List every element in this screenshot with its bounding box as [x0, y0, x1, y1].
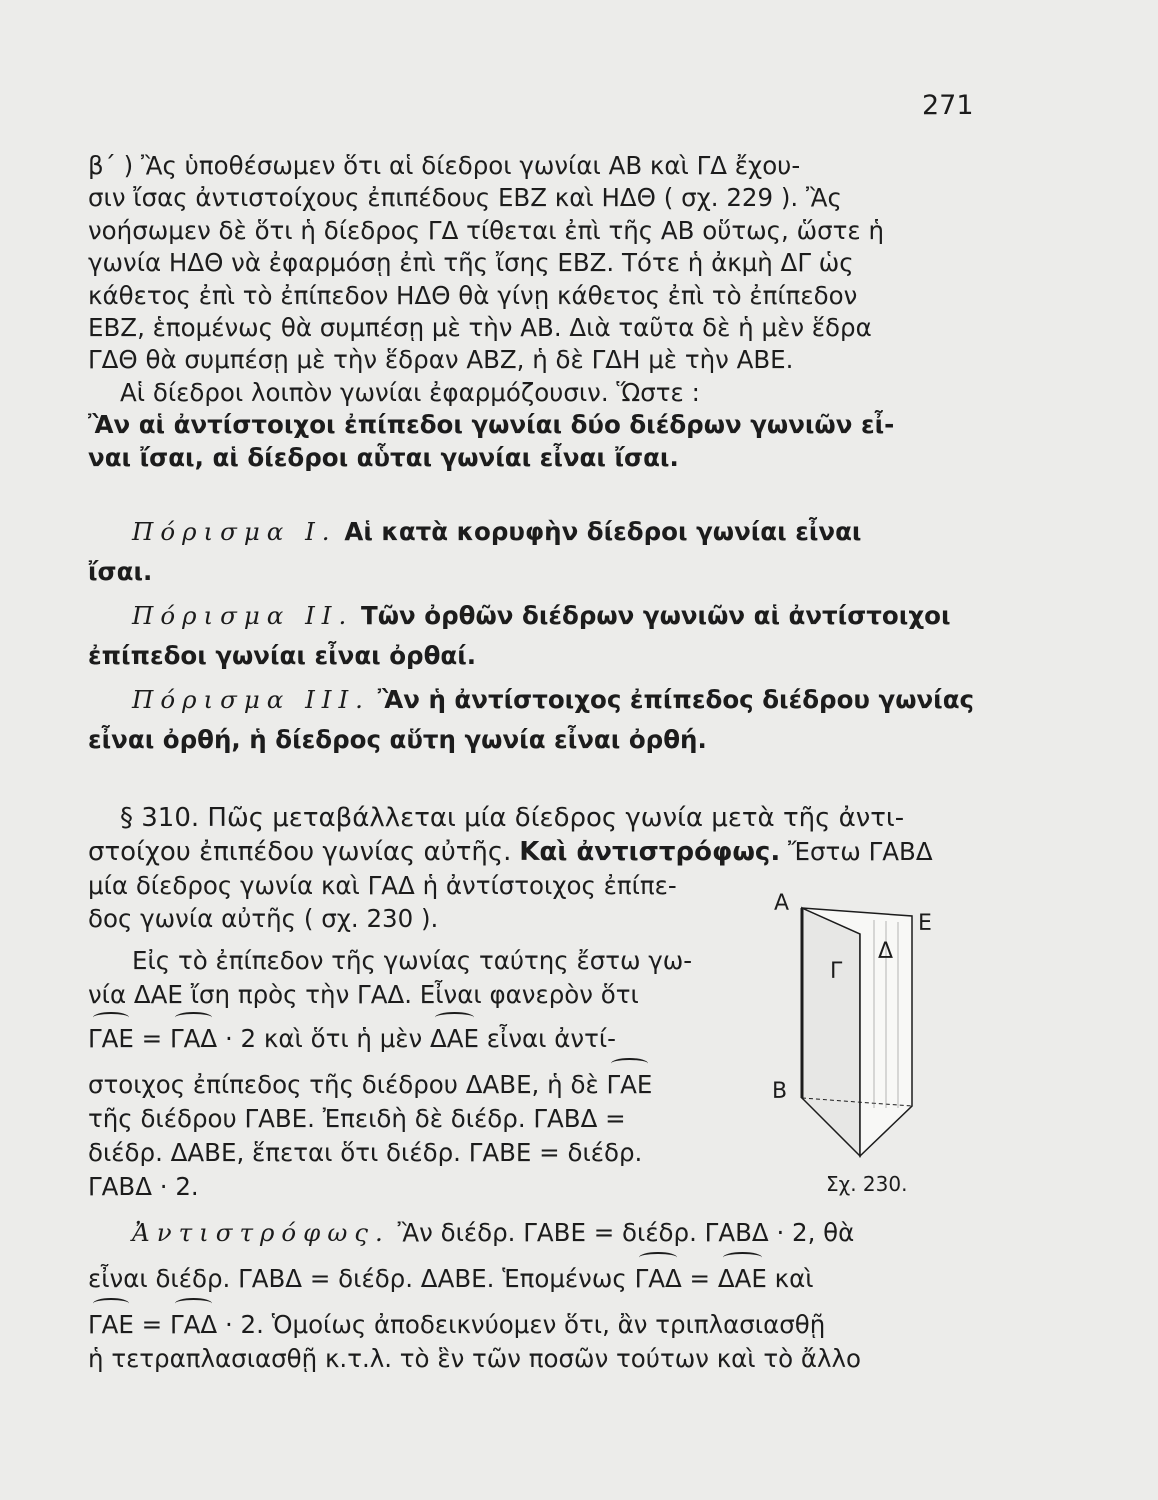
- paragraph-construction: [88, 944, 748, 1204]
- paragraph-proof: [88, 150, 974, 474]
- text-fragment: =: [133, 1310, 170, 1339]
- corollary-text: Ἂν ἡ ἀντίστοιχος ἐπίπεδος διέδρου γωνίας: [377, 685, 975, 714]
- corollary-label: Πόρισμα Ι.: [132, 517, 337, 546]
- theorem-line: Ἂν αἱ ἀντίστοιχοι ἐπίπεδοι γωνίαι δύο διέδρων γωνιῶν εἶ-: [88, 410, 895, 440]
- paragraph-converse: [88, 1216, 974, 1376]
- angle-symbol: ΓΑΔ: [635, 1262, 682, 1296]
- angle-symbol: ΓΑΔ: [170, 1308, 217, 1342]
- corollary-text: ἴσαι.: [88, 557, 153, 586]
- text-line: ΓΑΒΔ · 2.: [88, 1172, 199, 1201]
- text-line: Αἱ δίεδροι λοιπὸν γωνίαι ἐφαρμόζουσιν. Ὥστε :: [120, 377, 700, 407]
- figure-label-e: Ε: [918, 911, 932, 936]
- text-line: νοήσωμεν δὲ ὅτι ἡ δίεδρος ΓΔ τίθεται ἐπὶ τῆς ΑΒ οὕτως, ὥστε ἡ: [88, 215, 884, 245]
- section-heading: στοίχου ἐπιπέδου γωνίας αὐτῆς.: [88, 837, 512, 867]
- text-fragment: καὶ: [766, 1264, 814, 1293]
- figure-label-a: Α: [774, 891, 790, 916]
- corollary-text: Αἱ κατὰ κορυφὴν δίεδροι γωνίαι εἶναι: [344, 517, 862, 546]
- text-fragment: · 2. Ὁμοίως ἀποδεικνύομεν ὅτι, ἂν τριπλασιασθῇ: [217, 1310, 826, 1339]
- corollary-label: Πόρισμα ΙΙΙ.: [132, 685, 370, 714]
- section-heading: § 310. Πῶς μεταβάλλεται μία δίεδρος γωνία μετὰ τῆς ἀντι-: [120, 803, 905, 833]
- angle-symbol: ΓΑΕ: [88, 1022, 134, 1056]
- figure-label-b: Β: [772, 1079, 788, 1104]
- theorem-line: ναι ἴσαι, αἱ δίεδροι αὗται γωνίαι εἶναι ἴσαι.: [88, 442, 679, 472]
- text-fragment: Ἂν διέδρ. ΓΑΒΕ = διέδρ. ΓΑΒΔ · 2, θὰ: [397, 1218, 855, 1247]
- text-line: μία δίεδρος γωνία καὶ ΓΑΔ ἡ ἀντίστοιχος ἐπίπε-: [88, 871, 677, 900]
- angle-symbol: ΓΑΕ: [88, 1308, 134, 1342]
- figure-plane-middle: [802, 908, 860, 1156]
- text-line: διέδρ. ΔΑΒΕ, ἕπεται ὅτι διέδρ. ΓΑΒΕ = διέδρ.: [88, 1138, 643, 1167]
- text-fragment: στοιχος ἐπίπεδος τῆς διέδρου ΔΑΒΕ, ἡ δὲ: [88, 1070, 607, 1099]
- figure-label-g: Γ: [830, 959, 843, 984]
- figure-label-d: Δ: [878, 939, 894, 964]
- text-line: κάθετος ἐπὶ τὸ ἐπίπεδον ΗΔΘ θὰ γίνῃ κάθετος ἐπὶ τὸ ἐπίπεδον: [88, 280, 858, 310]
- text-line: τῆς διέδρου ΓΑΒΕ. Ἐπειδὴ δὲ διέδρ. ΓΑΒΔ =: [88, 1104, 626, 1133]
- text-fragment: =: [681, 1264, 718, 1293]
- angle-symbol: ΔΑΕ: [430, 1022, 479, 1056]
- text-line: νία ΔΑΕ ἴση πρὸς τὴν ΓΑΔ. Εἶναι φανερὸν ὅτι: [88, 980, 639, 1009]
- text-line: γωνία ΗΔΘ νὰ ἐφαρμόσῃ ἐπὶ τῆς ἴσης ΕΒΖ. Τότε ἡ ἀκμὴ ΔΓ ὡς: [88, 248, 854, 278]
- text-line: ἡ τετραπλασιασθῇ κ.τ.λ. τὸ ἓν τῶν ποσῶν τούτων καὶ τὸ ἄλλο: [88, 1344, 862, 1373]
- corollary-text: Τῶν ὀρθῶν διέδρων γωνιῶν αἱ ἀντίστοιχοι: [361, 601, 951, 630]
- angle-symbol: ΔΑΕ: [718, 1262, 767, 1296]
- text-line: σιν ἴσας ἀντιστοίχους ἐπιπέδους ΕΒΖ καὶ ΗΔΘ ( σχ. 229 ). Ἂς: [88, 183, 842, 213]
- section-heading-bold: Καὶ ἀντιστρόφως.: [519, 837, 781, 867]
- angle-symbol: ΓΑΔ: [170, 1022, 217, 1056]
- text-line: β΄ ) Ἂς ὑποθέσωμεν ὅτι αἱ δίεδροι γωνίαι ΑΒ καὶ ΓΔ ἔχου-: [88, 151, 801, 180]
- text-line: δος γωνία αὐτῆς ( σχ. 230 ).: [88, 904, 439, 933]
- figure-caption: Σχ. 230.: [826, 1172, 908, 1196]
- figure-230: [762, 886, 962, 1216]
- text-fragment: · 2 καὶ ὅτι ἡ μὲν: [217, 1024, 431, 1053]
- corollary-2: [88, 596, 974, 676]
- corollary-text: εἶναι ὀρθή, ἡ δίεδρος αὕτη γωνία εἶναι ὀρθή.: [88, 725, 707, 754]
- text-fragment: =: [133, 1024, 170, 1053]
- converse-label: Ἀντιστρόφως.: [132, 1218, 390, 1247]
- corollary-1: [88, 512, 974, 592]
- text-fragment: εἶναι διέδρ. ΓΑΒΔ = διέδρ. ΔΑΒΕ. Ἑπομένως: [88, 1264, 635, 1293]
- text-line: Εἰς τὸ ἐπίπεδον τῆς γωνίας ταύτης ἔστω γω-: [132, 946, 693, 975]
- corollary-text: ἐπίπεδοι γωνίαι εἶναι ὀρθαί.: [88, 641, 477, 670]
- page-number: 271: [922, 90, 974, 121]
- text-line: ΓΔΘ θὰ συμπέσῃ μὲ τὴν ἕδραν ΑΒΖ, ἡ δὲ ΓΔΗ μὲ τὴν ΑΒΕ.: [88, 345, 794, 375]
- text-fragment: εἶναι ἀντί-: [479, 1024, 616, 1053]
- corollary-label: Πόρισμα ΙΙ.: [132, 601, 354, 630]
- text-line: ΕΒΖ, ἑπομένως θὰ συμπέσῃ μὲ τὴν ΑΒ. Διὰ ταῦτα δὲ ἡ μὲν ἕδρα: [88, 313, 872, 343]
- angle-symbol: ΓΑΕ: [606, 1068, 652, 1102]
- text-line: Ἔστω ΓΑΒΔ: [788, 837, 933, 866]
- corollary-3: [88, 680, 974, 760]
